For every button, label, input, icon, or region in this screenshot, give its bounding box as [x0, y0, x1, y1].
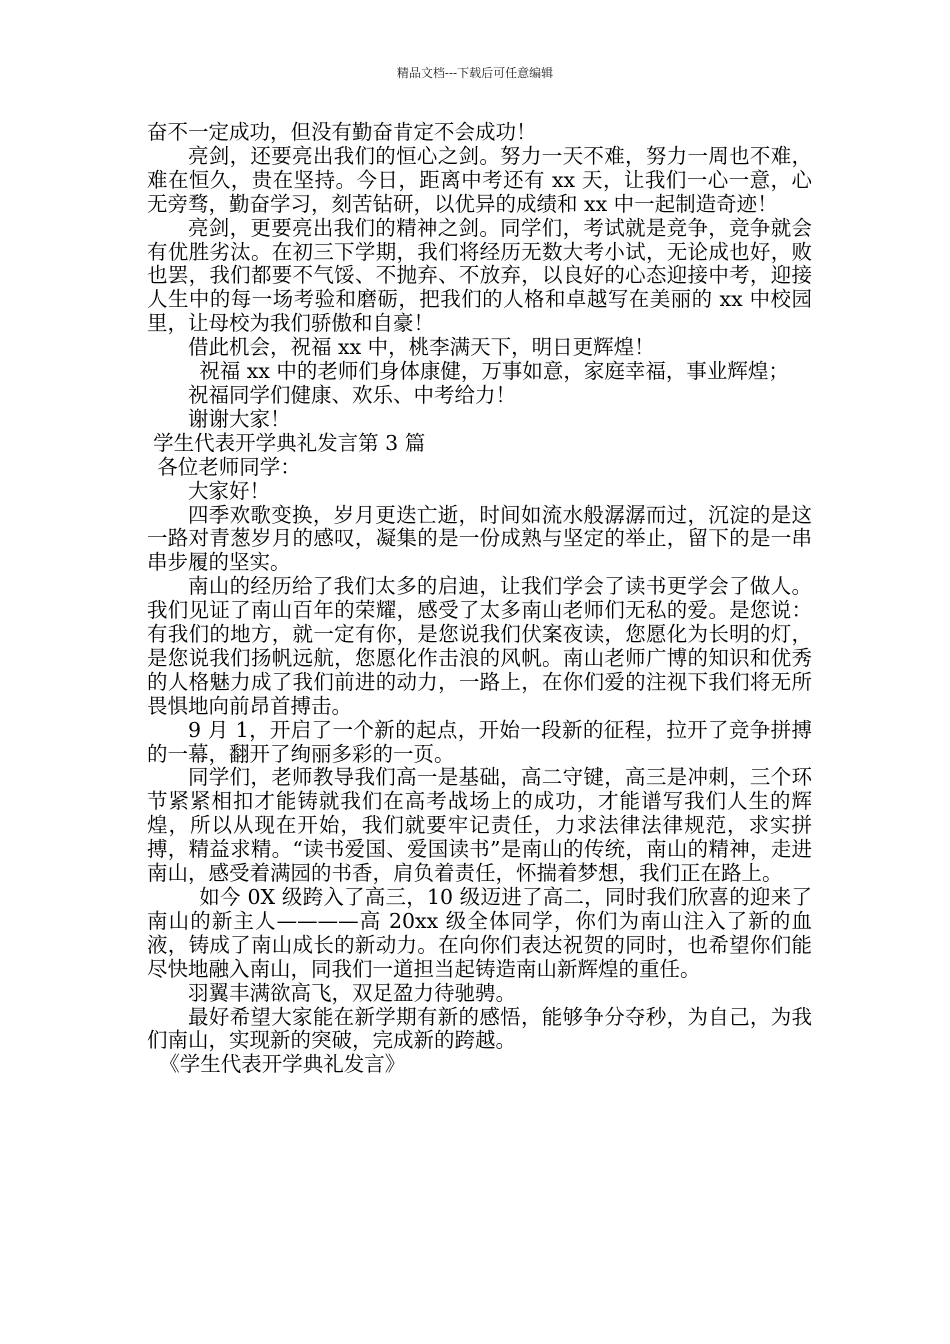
closing-title: 《学生代表开学典礼发言》 [159, 1052, 406, 1077]
paragraph-wings: 羽翼丰满欲高飞，双足盈力待驰骋。 [188, 980, 516, 1005]
paragraph-blessing-teachers: 祝福 xx 中的老师们身体康健，万事如意，家庭幸福，事业辉煌； [199, 359, 789, 384]
paragraph-september: 9 月 1，开启了一个新的起点，开始一段新的征程，拉开了竞争拼搏的一幕，翻开了绚丽多彩的一页。 [147, 717, 812, 766]
salutation: 各位老师同学： [157, 454, 301, 479]
paragraph-classmates: 同学们，老师教导我们高一是基础，高二守键，高三是冲刺，三个环节紧紧相扣才能铸就我们在高考战场上的成功，才能谱写我们人生的辉煌，所以从现在开始，我们就要牢记责任，力求法律法律规范，求实拼搏，精益求精。“读书爱国、爱国读书”是南山的传统，南山的精神，走进南山，感受着满园的书香，肩负着责任，怀揣着梦想，我们正在路上。 [147, 765, 812, 886]
paragraph-continuation: 奋不一定成功，但没有勤奋肯定不会成功！ [147, 120, 537, 144]
paragraph-perseverance: 亮剑，还要亮出我们的恒心之剑。努力一天不难，努力一周也不难，难在恒久，贵在坚持。今日，距离中考还有 xx 天，让我们一心一意，心无旁骛，勤奋学习，刻苦钻研，以优异的成绩和 xx 中一起制造奇迹！ [147, 143, 812, 216]
paragraph-hope: 最好希望大家能在新学期有新的感悟，能够争分夺秒，为自己，为我们南山，实现新的突破，完成新的跨越。 [147, 1004, 812, 1053]
paragraph-blessing-students: 祝福同学们健康、欢乐、中考给力！ [188, 382, 516, 407]
paragraph-blessing-school: 借此机会，祝福 xx 中，桃李满天下，明日更辉煌！ [188, 335, 655, 360]
paragraph-seasons: 四季欢歌变换，岁月更迭亡逝，时间如流水般潺潺而过，沉淀的是这一路对青葱岁月的感叹，凝集的是一份成熟与坚定的举止，留下的是一串串步履的坚实。 [147, 502, 812, 575]
paragraph-nanshan: 南山的经历给了我们太多的启迪，让我们学会了读书更学会了做人。我们见证了南山百年的荣耀，感受了太多南山老师们无私的爱。是您说：有我们的地方，就一定有你，是您说我们伏案夜读，您愿化为长明的灯，是您说我们扬帆远航，您愿化作击浪的风帆。南山老师广博的知识和优秀的人格魅力成了我们前进的动力，一路上，在你们爱的注视下我们将无所畏惧地向前昂首搏击。 [147, 574, 812, 718]
section-heading: 学生代表开学典礼发言第 3 篇 [153, 430, 426, 455]
paragraph-spirit: 亮剑，更要亮出我们的精神之剑。同学们，考试就是竞争，竞争就会有优胜劣汰。在初三下学期，我们将经历无数大考小试，无论成也好，败也罢，我们都要不气馁、不抛弃、不放弃，以良好的心态迎接中考，迎接人生中的每一场考验和磨砺，把我们的人格和卓越写在美丽的 xx 中校园里，让母校为我们骄傲和自豪！ [147, 215, 812, 336]
paragraph-new-students: 如今 0X 级跨入了高三，10 级迈进了高二，同时我们欣喜的迎来了南山的新主人————高 20xx 级全体同学，你们为南山注入了新的血液，铸成了南山成长的新动力。在向你们表达祝贺的同时，也希望你们能尽快地融入南山，同我们一道担当起铸造南山新辉煌的重任。 [147, 885, 812, 981]
page-header: 精品文档---下载后可任意编辑 [396, 66, 554, 80]
document-body [147, 121, 812, 1077]
paragraph-thanks: 谢谢大家！ [188, 406, 291, 431]
greeting: 大家好！ [188, 478, 270, 503]
